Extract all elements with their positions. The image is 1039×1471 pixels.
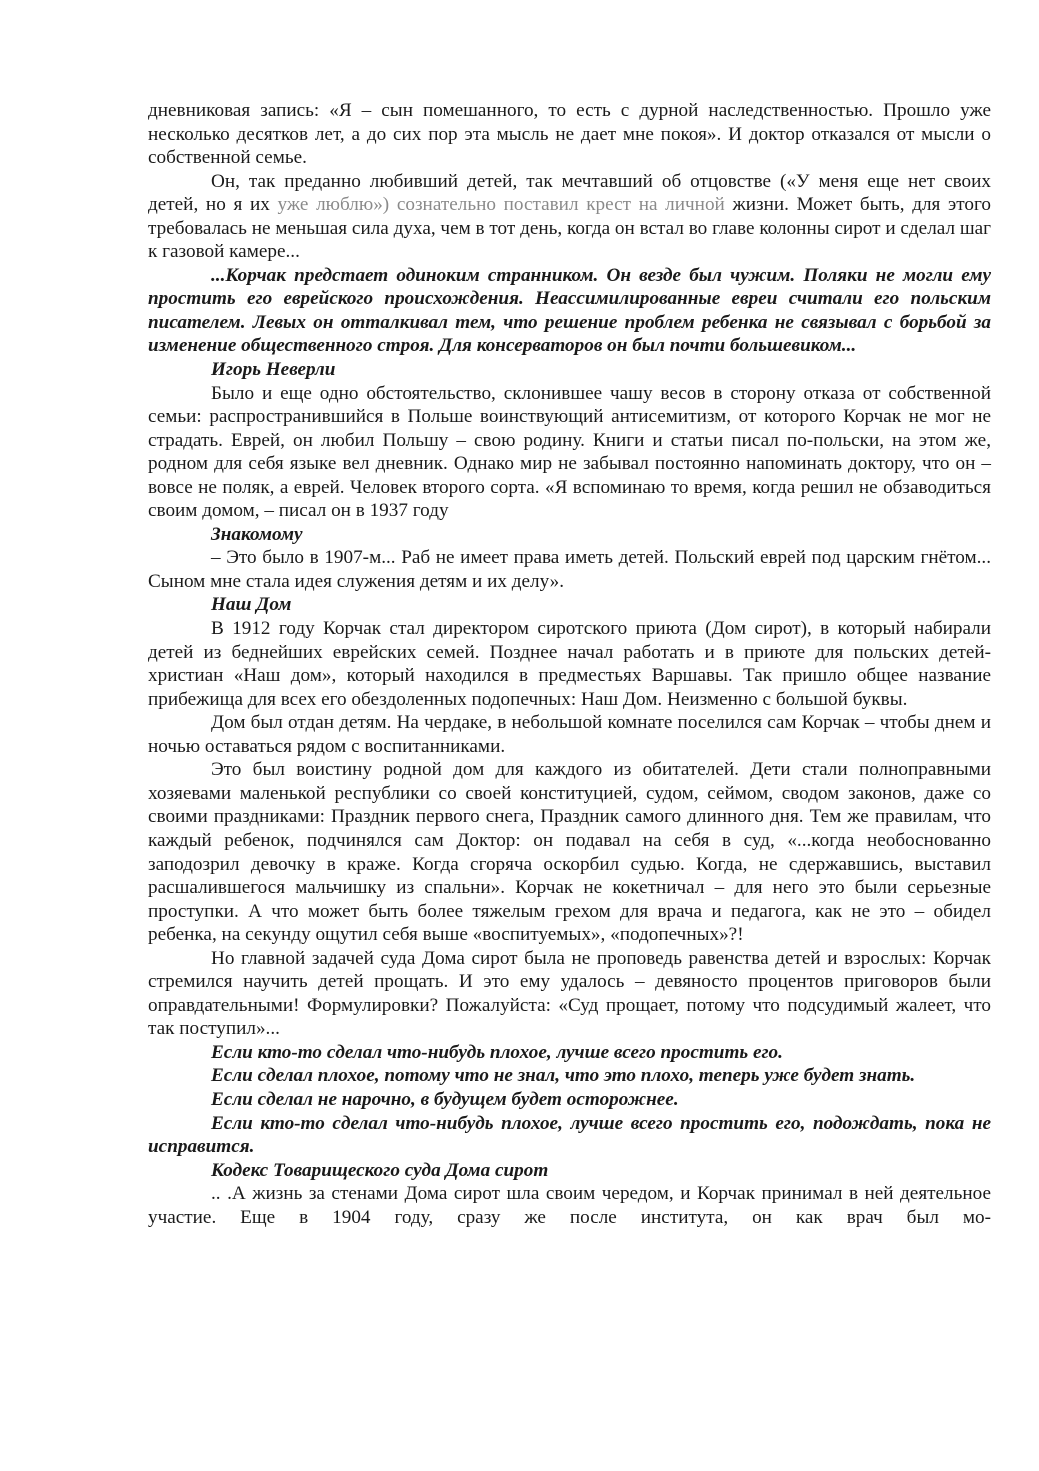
heading-court-code: Кодекс Товарищеского суда Дома сирот [211, 1159, 549, 1181]
paragraph-court: Но главной задачей суда Дома сирот была не проповедь равенства детей и взрослых: Корчак стремился научить детей прощать. И это ему удалось – девяносто процентов приговоров были оправдательными! Формулировки? Пожалуйста: «Суд прощает, потому что подсудимый жалеет, что так поступил»... [148, 947, 991, 1040]
code-rule-4: Если кто-то сделал что-нибудь плохое, лучше всего простить его, подождать, пока не исправится. [148, 1112, 991, 1158]
paragraph-republic: Это был воистину родной дом для каждого из обитателей. Дети стали полноправными хозяевами маленькой республики со своей конституцией, судом, сеймом, сводом законов, даже со своими праздниками: Праздник первого снега, Праздник самого длинного дня. Тем же правилам, что каждый ребенок, подчинялся сам Доктор: он подавал на себя в суд, «...когда необоснованно заподозрил девочку в краже. Когда сгоряча оскорбил судью. Когда, не сдержавшись, выставил расшалившегося мальчишку из спальни». Корчак не кокетничал – для него это были серьезные проступки. А что может быть более тяжелым грехом для врача и педагога, как не это – обидел ребенка, на секунду ощутил себя выше «воспитуемых», «подопечных»?! [148, 759, 991, 946]
paragraph-fatherhood-end: жизни. Может быть, для этого требовалась не меньшая сила духа, чем в тот день, когда он встал во главе колонны сирот и сделал шаг к газовой камере... [148, 194, 991, 263]
document-page [148, 99, 991, 1229]
quote-author: Игорь Неверли [211, 359, 336, 381]
paragraph-life-outside: .. .А жизнь за стенами Дома сирот шла своим чередом, и Корчак принимал в ней деятельное участие. Еще в 1904 году, сразу же после института, он как врач был мо- [148, 1183, 991, 1228]
code-rule-2: Если сделал плохое, потому что не знал, что это плохо, теперь уже будет знать. [211, 1065, 916, 1087]
quote-neverly: ...Корчак предстает одиноким странником. Он везде был чужим. Поляки не могли ему простить его еврейского происхождения. Неассимилированные евреи считали его польским писателем. Левых он отталкивал тем, что решение проблем ребенка не связывал с борьбой за изменение общественного строя. Для консерваторов он был почти большевиком... [148, 264, 991, 357]
paragraph-attic: Дом был отдан детям. На чердаке, в небольшой комнате поселился сам Корчак – чтобы днем и ночью оставаться рядом с воспитанниками. [148, 712, 991, 757]
paragraph-orphanage: В 1912 году Корчак стал директором сиротского приюта (Дом сирот), в который набирали детей из беднейших еврейских семей. Позднее начал работать и в приюте для польских детей-христиан «Наш дом», который находился в предместьях Варшавы. Так пришло общее название прибежища для всех его обездоленных подопечных: Наш Дом. Неизменно с большой буквы. [148, 618, 991, 710]
paragraph-antisemitism: Было и еще одно обстоятельство, склонившее чашу весов в сторону отказа от собственной семьи: распространившийся в Польше воинствующий антисемитизм, от которого Корчак не мог не страдать. Еврей, он любил Польшу – свою родину. Книги и статьи писал по-польски, на этом же, родном для себя языке вел дневник. Однако мир не забывал постоянно напоминать доктору, что он – вовсе не поляк, а еврей. Человек второго сорта. «Я вспоминаю то время, когда решил не обзаводиться своим домом, – писал он в 1937 году [148, 382, 991, 522]
paragraph-fatherhood-start: Он, так преданно любивший детей, так мечтавший об отцовстве («У меня еще нет своих детей, но я их [148, 170, 991, 216]
paragraph-fatherhood-highlight: уже люблю») сознательно поставил крест на личной [277, 194, 725, 216]
paragraph-diary-entry: дневниковая запись: «Я – сын помешанного, то есть с дурной наследственностью. Прошло уже несколько десятков лет, а до сих пор эта мысль не дает мне покоя». И доктор отказался от мысли о собственной семье. [148, 100, 991, 169]
code-rule-3: Если сделал не нарочно, в будущем будет осторожнее. [211, 1088, 679, 1110]
paragraph-fatherhood [148, 170, 991, 264]
code-rule-1: Если кто-то сделал что-нибудь плохое, лучше всего простить его. [211, 1041, 783, 1063]
heading-to-acquaintance: Знакомому [211, 523, 303, 545]
heading-our-home: Наш Дом [211, 594, 292, 616]
paragraph-1907: – Это было в 1907-м... Раб не имеет права иметь детей. Польский еврей под царским гнётом... Сыном мне стала идея служения детям и их делу». [148, 547, 991, 592]
